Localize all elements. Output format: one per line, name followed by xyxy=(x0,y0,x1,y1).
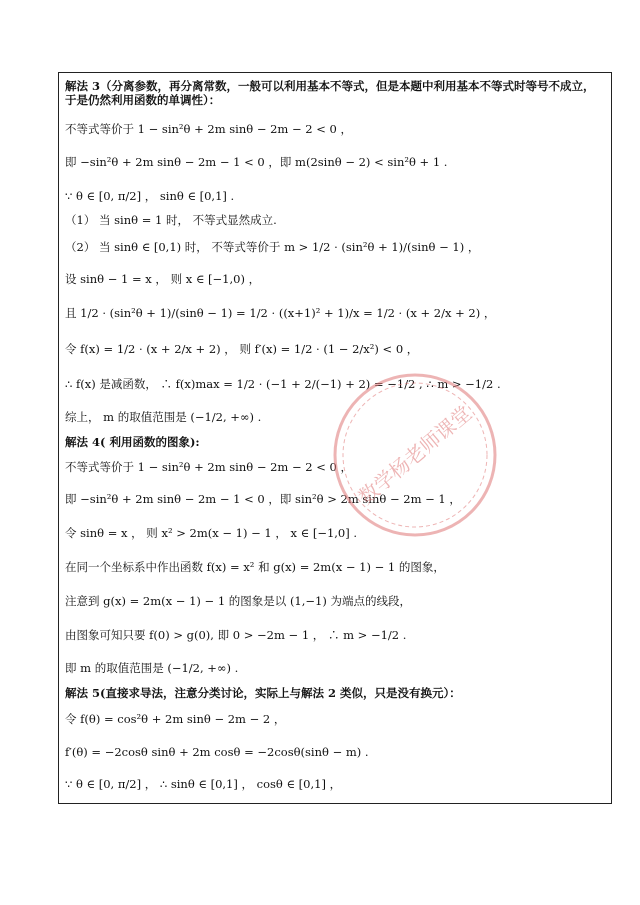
method-4-line: 注意到 g(x) = 2m(x − 1) − 1 的图象是以 (1,−1) 为端点的线段， xyxy=(65,594,411,608)
method-4-line: 由图象可知只要 f(0) > g(0), 即 0 > −2m − 1 ， ∴ m > −1/2 . xyxy=(65,628,407,642)
method-3-line: 设 sinθ − 1 = x ， 则 x ∈ [−1,0) ， xyxy=(65,272,261,286)
method-3-line: 令 f(x) = 1/2 · (x + 2/x + 2) ， 则 f′(x) = 1/2 · (1 − 2/x²) < 0 ， xyxy=(65,342,419,356)
method-4-heading: 解法 4( 利用函数的图象): xyxy=(65,435,200,449)
watermark-stamp xyxy=(330,370,500,540)
method-5-line: f′(θ) = −2cosθ sinθ + 2m cosθ = −2cosθ(sinθ − m) . xyxy=(65,745,369,759)
method-3-heading: 解法 3（分离参数，再分离常数，一般可以利用基本不等式，但是本题中利用基本不等式时等号不成立，于是仍然利用函数的单调性）： xyxy=(65,79,595,107)
method-4-line: 即 m 的取值范围是 (−1/2, +∞) . xyxy=(65,661,239,675)
method-5-line: 令 f(θ) = cos²θ + 2m sinθ − 2m − 2 ， xyxy=(65,712,286,726)
method-3-line: （1） 当 sinθ = 1 时， 不等式显然成立. xyxy=(65,213,277,227)
method-4-line: 令 sinθ = x ， 则 x² > 2m(x − 1) − 1 ， x ∈ [−1,0] . xyxy=(65,526,358,540)
method-3-line: 即 −sin²θ + 2m sinθ − 2m − 1 < 0 ，即 m(2sinθ − 2) < sin²θ + 1 . xyxy=(65,155,448,169)
method-5-heading: 解法 5(直接求导法，注意分类讨论，实际上与解法 2 类似，只是没有换元）： xyxy=(65,686,461,700)
stamp-text: 数学杨老师课堂 xyxy=(353,400,477,510)
method-3-line: （2） 当 sinθ ∈ [0,1) 时， 不等式等价于 m > 1/2 · (sin²θ + 1)/(sinθ − 1) ， xyxy=(65,240,480,254)
method-3-line: 综上， m 的取值范围是 (−1/2, +∞) . xyxy=(65,410,262,424)
method-5-line: ∵ θ ∈ [0, π/2] ， ∴ sinθ ∈ [0,1] ， cosθ ∈ [0,1] ， xyxy=(65,777,342,791)
method-4-line: 即 −sin²θ + 2m sinθ − 2m − 1 < 0 ，即 sin²θ > 2m sinθ − 2m − 1 ， xyxy=(65,492,461,506)
method-3-line: 不等式等价于 1 − sin²θ + 2m sinθ − 2m − 2 < 0 ， xyxy=(65,122,353,136)
method-3-line: ∵ θ ∈ [0, π/2] ， sinθ ∈ [0,1] . xyxy=(65,189,235,203)
method-3-line: 且 1/2 · (sin²θ + 1)/(sinθ − 1) = 1/2 · ((x+1)² + 1)/x = 1/2 · (x + 2/x + 2) ， xyxy=(65,306,496,320)
method-4-line: 不等式等价于 1 − sin²θ + 2m sinθ − 2m − 2 < 0 ， xyxy=(65,460,353,474)
method-3-line: ∴ f(x) 是减函数， ∴ f(x)max = 1/2 · (−1 + 2/(−1) + 2) = −1/2 , ∴ m > −1/2 . xyxy=(65,377,501,391)
method-4-line: 在同一个坐标系中作出函数 f(x) = x² 和 g(x) = 2m(x − 1) − 1 的图象， xyxy=(65,560,445,574)
